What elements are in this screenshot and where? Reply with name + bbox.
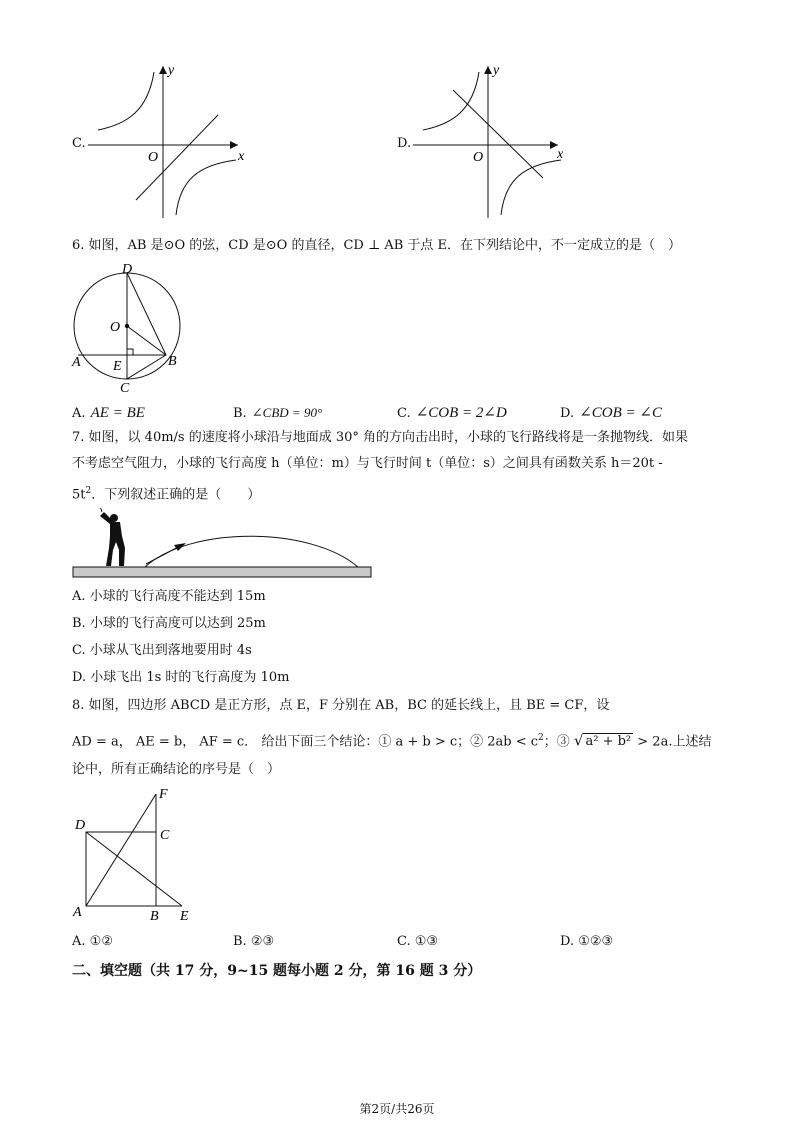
q5-option-d-label: D. [397,136,412,151]
label-c: C [120,381,130,396]
y-label-c: y [168,63,175,78]
label-e: E [180,909,189,924]
center-dot [125,324,129,328]
q8-sqrt-inner: a² + b² [585,734,632,750]
q6-option-c-text: ∠COB = 2∠D [415,405,507,421]
q6-option-d-text: ∠COB = ∠C [579,405,662,421]
q6-option-a [72,402,145,422]
q5-graph-d [413,60,583,220]
q8-line2-b: ；③ [543,734,574,750]
q6-option-c-letter: C. [397,406,411,421]
q6-option-c [397,402,507,422]
q8-line2 [72,728,711,752]
q8-line2-d: 上述结 [672,734,712,750]
q8-line3: 论中，所有正确结论的序号是（ ） [72,762,281,777]
q7-line3-b: ．下列叙述正确的是（ ） [91,487,261,503]
q6-option-b-letter: B. [233,406,247,421]
q8-option-a-text: ①② [89,934,113,949]
hyperbola-branch-upper-c [98,72,154,130]
q7-option-b: B. 小球的飞行高度可以达到 25m [72,616,266,631]
q6-stem: 6. 如图，AB 是⊙O 的弦，CD 是⊙O 的直径，CD ⊥ AB 于点 E．在下列结论中，不一定成立的是（ ） [72,238,682,253]
label-b: B [150,909,159,924]
y-axis-arrow-d [484,66,492,74]
segment-db [127,273,166,355]
q8-line2-c: > 2a. [633,734,673,750]
q8-option-c-text: ①③ [414,934,439,949]
q7-line2: 不考虑空气阻力，小球的飞行高度 h（单位：m）与飞行时间 t（单位：s）之间具有函数关系 h＝20t - [72,456,663,471]
ground-bar [73,567,371,577]
label-e: E [113,359,122,374]
direction-arrow-head [174,543,186,551]
q8-option-b-text: ②③ [250,934,275,949]
q6-option-d [560,402,662,422]
x-axis-arrow-c [230,141,238,149]
q7-line3-a: 5t [72,487,86,503]
q6-option-d-letter: D. [560,406,575,421]
q5-option-c-label: C. [72,136,86,151]
label-d: D [75,818,86,833]
q5-graph-c [88,60,258,220]
golfer-silhouette-icon [100,508,125,566]
label-o: O [110,320,121,335]
q6-option-a-text: AE = BE [90,405,145,421]
q8-option-a-letter: A. [72,934,86,949]
segment-af [86,794,156,906]
section-2-heading: 二、填空题（共 17 分，9~15 题每小题 2 分，第 16 题 3 分） [72,963,482,979]
line-d [453,90,543,178]
origin-c: O [148,150,159,165]
q8-option-d-text: ①②③ [578,934,614,949]
right-angle-mark [127,349,133,355]
q8-line2-a: AD = a， AE = b， AF = c． 给出下面三个结论：① a + b > c；② 2ab < c [72,734,539,750]
page-footer: 第2页/共26页 [359,1102,435,1116]
y-axis-arrow-c [159,66,167,74]
q8-option-d [560,932,613,952]
q6-option-b-text: ∠CBD = 90° [251,405,323,420]
q8-option-c-letter: C. [397,934,411,949]
x-label-d: x [557,147,564,162]
x-label-c: x [238,149,245,164]
q7-option-d: D. 小球飞出 1s 时的飞行高度为 10m [72,670,290,685]
hyperbola-branch-lower-d [501,160,561,215]
label-b: B [168,354,177,369]
q8-option-d-letter: D. [560,934,575,949]
q7-line3-sup: 2 [85,486,92,496]
q7-option-a: A. 小球的飞行高度不能达到 15m [72,589,266,604]
q7-option-c: C. 小球从飞出到落地要用时 4s [72,643,252,658]
q6-circle-figure [70,258,190,398]
q8-line2-sup: 2 [538,733,544,743]
q8-option-a [72,932,113,952]
hyperbola-branch-lower-c [176,160,236,215]
label-f: F [159,787,168,802]
q7-line3 [72,481,260,505]
hyperbola-branch-upper-d [423,72,479,130]
q6-option-a-letter: A. [72,406,86,421]
q7-line1: 7. 如图，以 40m/s 的速度将小球沿与地面成 30° 角的方向击出时，小球的飞行路线将是一条抛物线．如果 [72,430,689,445]
label-c: C [160,828,170,843]
q7-golf-figure [70,508,380,582]
label-a: A [73,905,82,920]
q6-option-b [233,402,322,421]
flight-parabola [145,536,358,567]
q8-option-b-letter: B. [233,934,247,949]
y-label-d: y [493,63,500,78]
q8-option-c [397,932,438,952]
q8-option-b [233,932,274,952]
q8-line1: 8. 如图，四边形 ABCD 是正方形，点 E，F 分别在 AB，BC 的延长线上，且 BE = CF，设 [72,698,610,713]
label-a: A [72,355,81,370]
origin-d: O [473,150,484,165]
segment-de [86,832,182,906]
square-abcd [86,832,156,906]
q8-square-figure [70,784,210,926]
sqrt-sign-icon: √ [573,731,584,750]
label-d: D [122,262,133,277]
